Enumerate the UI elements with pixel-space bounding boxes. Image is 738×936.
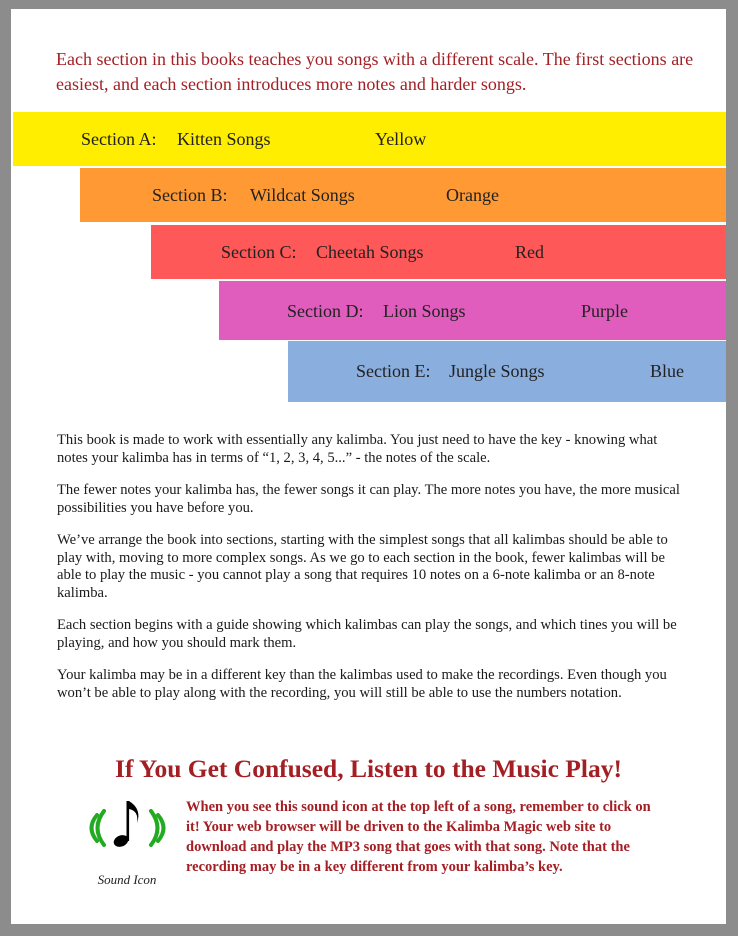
section-color-name: Yellow (375, 129, 427, 149)
section-color-name: Blue (650, 361, 684, 381)
paragraph: Each section begins with a guide showing which kalimbas can play the songs, and which tines you will be playing, and how you should mark them. (57, 617, 677, 651)
section-name: Wildcat Songs (250, 185, 355, 205)
paragraph: Your kalimba may be in a different key than the kalimbas used to make the recordings. Even though you won’t be able to play along with the recording, you will still be able to use the numbers notation. (57, 667, 667, 701)
paragraph: This book is made to work with essentially any kalimba. You just need to have the key - knowing what notes your kalimba has in terms of “1, 2, 3, 4, 5...” - the notes of the scale. (57, 432, 658, 466)
section-label: Section C: (221, 242, 297, 262)
section-label: Section A: (81, 129, 157, 149)
section-label: Section D: (287, 301, 364, 321)
section-band-a (13, 112, 726, 166)
paragraph: The fewer notes your kalimba has, the fewer songs it can play. The more notes you have, the more musical possibilities you have before you. (57, 482, 680, 516)
body-text (57, 432, 682, 717)
section-label: Section E: (356, 361, 431, 381)
paragraph: We’ve arrange the book into sections, starting with the simplest songs that all kalimbas should be able to play with, moving to more complex songs. As we go to each section in the book, fewer kalimbas will be able to play the music - you cannot play a song that requires 10 notes on a 6-note kalimba or an 8-note kalimba. (57, 532, 668, 601)
sound-icon-instructions: When you see this sound icon at the top left of a song, remember to click on it! Your web browser will be driven to the Kalimba Magic web site to download and play the MP3 song that goes with that song. Note that the recording may be in a key different from your kalimba’s key. (186, 799, 651, 875)
section-color-name: Orange (446, 185, 499, 205)
section-name: Lion Songs (383, 301, 466, 321)
sound-icon-caption: Sound Icon (97, 872, 157, 887)
intro-text: Each section in this books teaches you songs with a different scale. The first sections are easiest, and each section introduces more notes and harder songs. (56, 49, 694, 94)
section-band-e (288, 341, 726, 402)
section-name: Jungle Songs (449, 361, 545, 381)
music-note-sound-icon[interactable] (87, 797, 169, 859)
section-color-name: Red (515, 242, 544, 262)
section-label: Section B: (152, 185, 228, 205)
section-band-c (151, 225, 726, 279)
section-heading: If You Get Confused, Listen to the Music Play! (115, 754, 622, 783)
section-band-d (219, 281, 726, 340)
section-color-name: Purple (581, 301, 628, 321)
section-name: Cheetah Songs (316, 242, 424, 262)
book-page (11, 9, 726, 924)
section-name: Kitten Songs (177, 129, 271, 149)
section-band-b (80, 168, 726, 222)
